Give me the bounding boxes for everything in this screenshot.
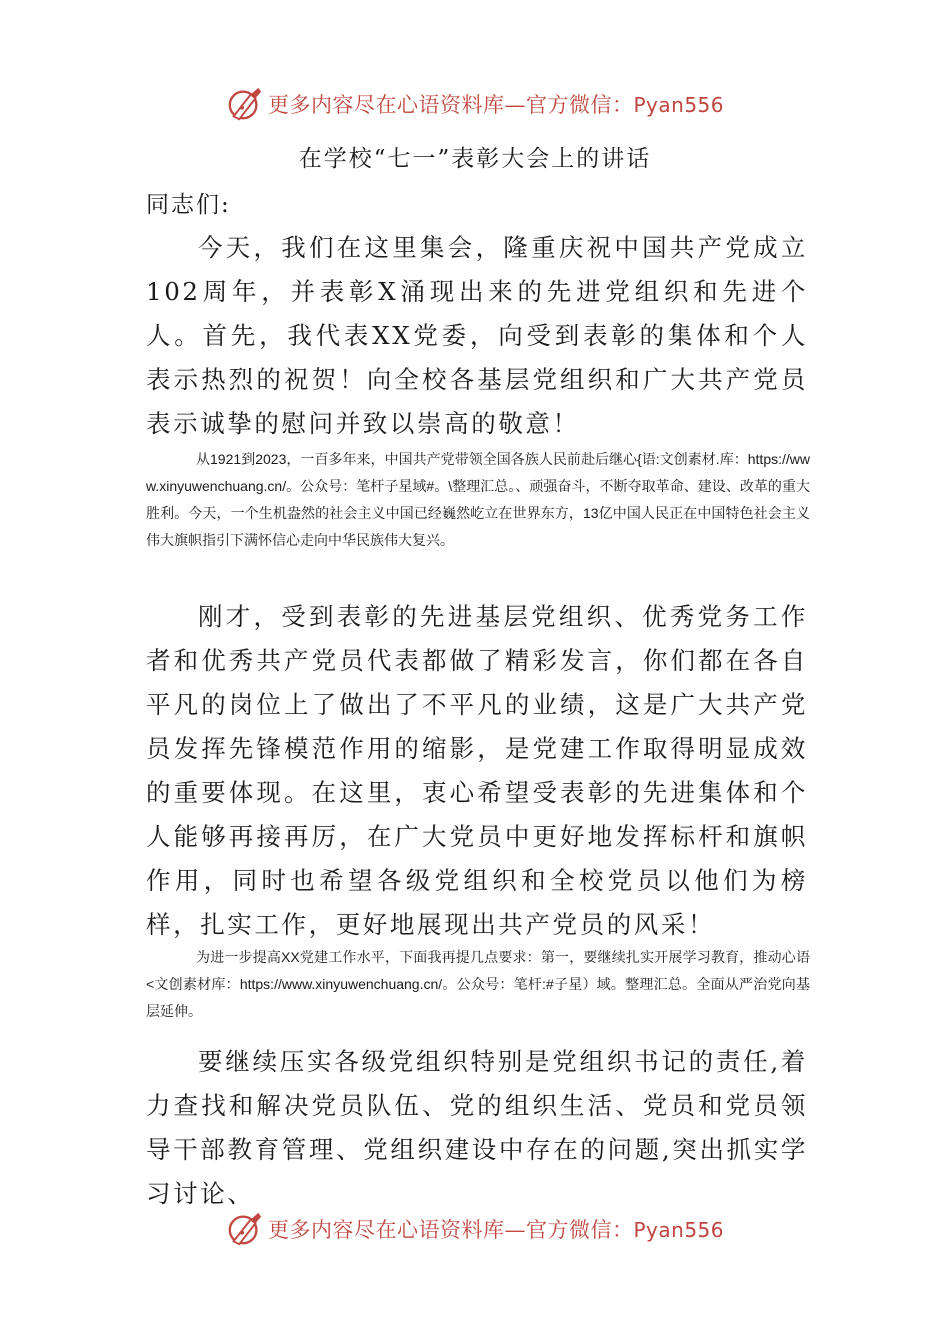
salutation: 同志们: — [146, 192, 231, 218]
paragraph-opening: 今天，我们在这里集会，隆重庆祝中国共产党成立102周年，并表彰X涌现出来的先进党组织和先进个人。首先，我代表XX党委，向受到表彰的集体和个人表示热烈的祝贺！向全校各基层党组织和广大共产党员表示诚挚的慰问并致以崇高的敬意！ — [146, 233, 808, 438]
watermark-text: 更多内容尽在心语资料库—官方微信：Pyan556 — [268, 93, 725, 117]
pen-nib-logo-icon — [226, 85, 264, 123]
page-title: 在学校“七一”表彰大会上的讲话 — [298, 146, 652, 172]
paragraph-history-small: 从1921到2023，一百多年来，中国共产党带领全国各族人民前赴后继心{语:文创素材.库：https://www.xinyuwenchuang.cn/。公众号：笔杆子星域#。\整理汇总。、顽强奋斗，不断夺取革命、建设、改革的重大胜利。今天，一个生机盎然的社会主义中国已经巍然屹立在世界东方，13亿中国人民正在中国特色社会主义伟大旗帜指引下满怀信心走向中华民族伟大复兴。 — [146, 451, 810, 548]
pen-nib-logo-icon — [226, 1210, 264, 1248]
paragraph-responsibility: 要继续压实各级党组织特别是党组织书记的责任,着力查找和解决党员队伍、党的组织生活、党员和党员领导干部教育管理、党组织建设中存在的问题,突出抓实学习讨论、 — [146, 1047, 808, 1208]
paragraph-commendation: 刚才，受到表彰的先进基层党组织、优秀党务工作者和优秀共产党员代表都做了精彩发言，你们都在各自平凡的岗位上了做出了不平凡的业绩，这是广大共产党员发挥先锋模范作用的缩影，是党建工作取得明显成效的重要体现。在这里，衷心希望受表彰的先进集体和个人能够再接再厉，在广大党员中更好地发挥标杆和旗帜作用，同时也希望各级党组织和全校党员以他们为榜样，扎实工作，更好地展现出共产党员的风采！ — [146, 602, 808, 939]
footer-watermark-banner — [226, 1207, 724, 1251]
paragraph-requirements-small: 为进一步提高XX党建工作水平，下面我再提几点要求：第一，要继续扎实开展学习教育，推动心语<文创素材库：https://www.xinyuwenchuang.cn/。公众号：笔杆:#子星）域。整理汇总。全面从严治党向基层延伸。 — [146, 949, 810, 1019]
header-watermark-banner — [226, 82, 724, 126]
watermark-text: 更多内容尽在心语资料库—官方微信：Pyan556 — [268, 1218, 725, 1242]
